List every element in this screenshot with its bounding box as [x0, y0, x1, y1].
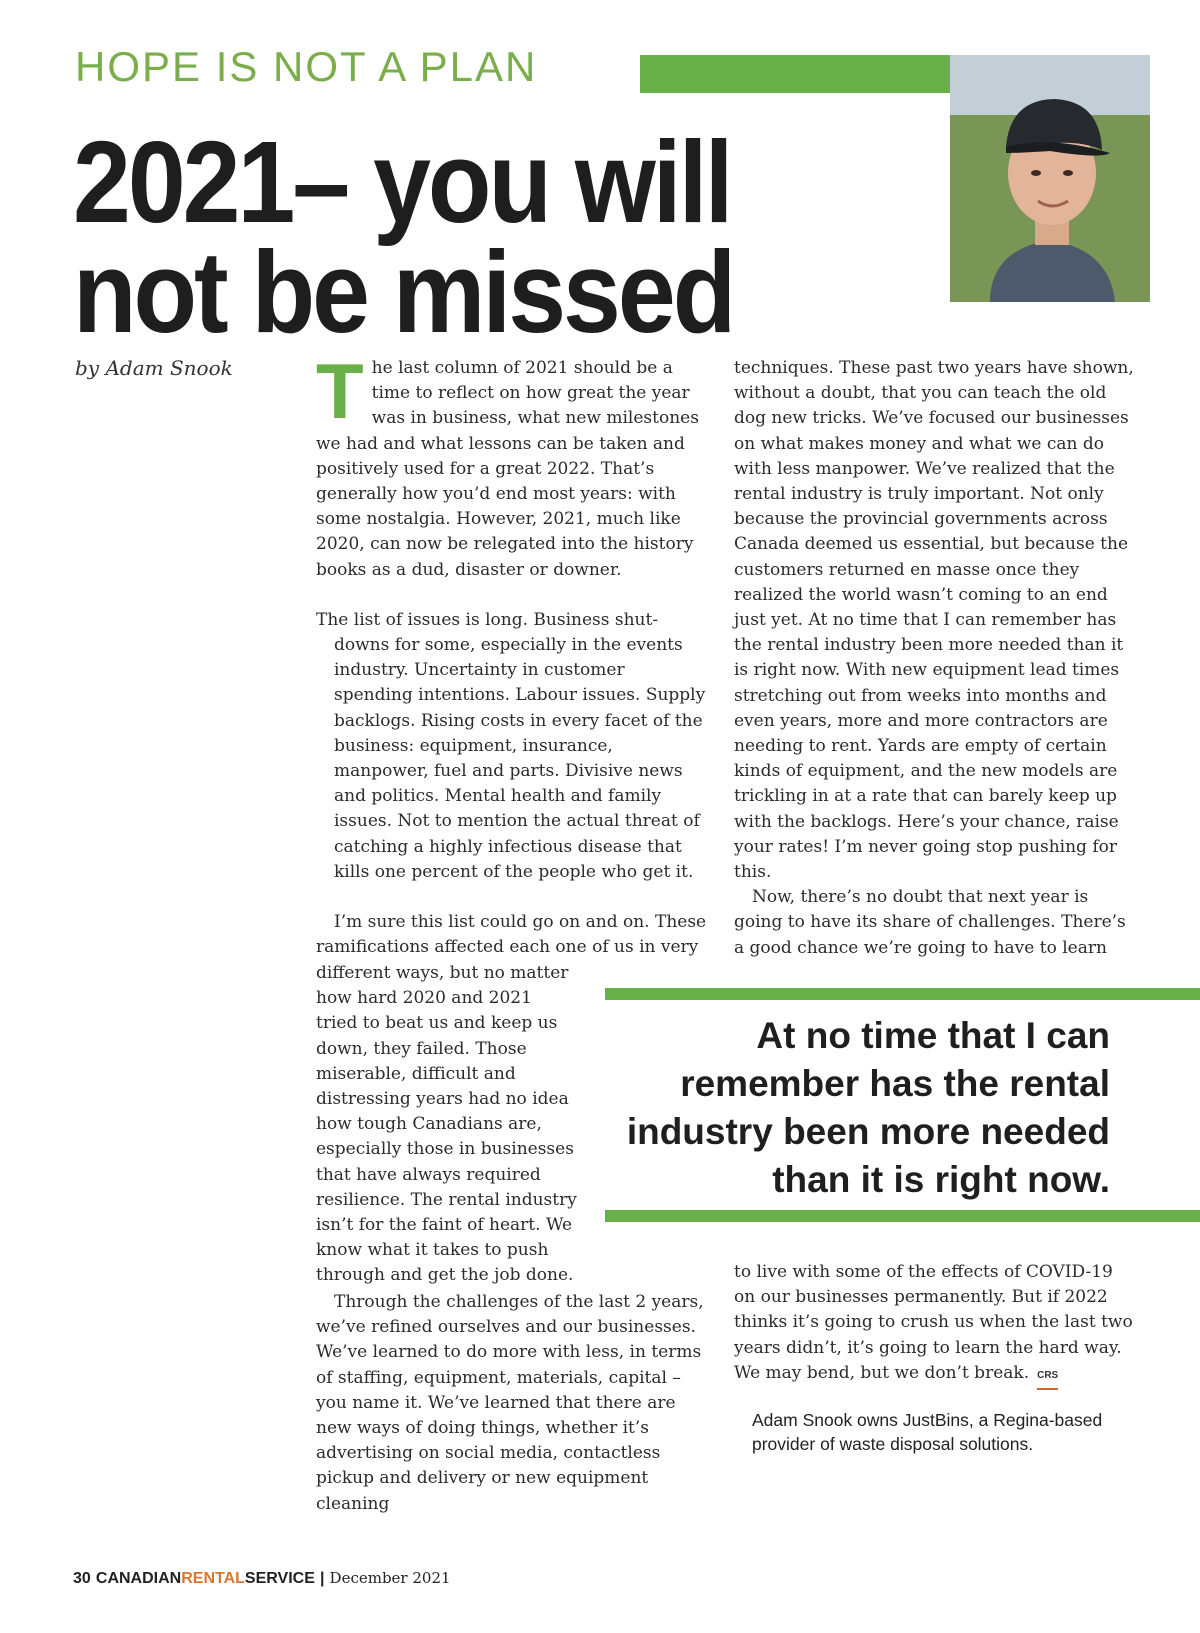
paragraph-next-year: Now, there’s no doubt that next year is going to have its share of challenges. There’s a good chance we’re going to have to learn [734, 887, 1126, 958]
page-footer [73, 1568, 451, 1588]
footer-separator: | [319, 1570, 325, 1587]
byline: by Adam Snook [75, 356, 233, 380]
author-bio: Adam Snook owns JustBins, a Regina-based provider of waste disposal solutions. [752, 1410, 1103, 1454]
publication-name-part-2: RENTAL [181, 1570, 245, 1587]
headline-line-1: 2021– you will [73, 117, 731, 248]
column-1 [316, 347, 708, 960]
section-kicker: HOPE IS NOT A PLAN [75, 43, 538, 90]
paragraph-resilience: different ways, but no matter how hard 2020 and 2021 tried to beat us and keep us down, they failed. Those miserable, difficult and distressing years had no idea how tough Canadians are, especially those in businesses that have always required resilience. The rental industry isn’t for the faint of heart. We know what it takes to push through and get the job done. [316, 963, 577, 1286]
author-portrait-graphic [950, 55, 1150, 302]
publication-name-part-1: CANADIAN [95, 1570, 182, 1587]
paragraph-challenges: Through the challenges of the last 2 years, we’ve refined ourselves and our businesses. We’ve learned to do more with less, in terms of staffing, equipment, materials, capital – you name it. We’ve learned that there are new ways of doing things, whether it’s advertising on social media, contactless pickup and delivery or new equipment cleaning [316, 1292, 704, 1514]
paragraph-intro: he last column of 2021 should be a time to reflect on how great the year was in business, what new milestones we had and what lessons can be taken and positively used for a great 2022. That’s generally how you’d end most years: with some nostalgia. However, 2021, much like 2020, can now be relegated into the history books as a dud, disaster or downer. [316, 358, 699, 580]
column-1-bottom [316, 1290, 708, 1517]
paragraph-techniques: techniques. These past two years have shown, without a doubt, that you can teach the old dog new tricks. We’ve focused our businesses on what makes money and what we can do with less manpower. We’ve realized that the rental industry is truly important. Not only because the provincial governments across Canada deemed us essential, but because the customers returned en masse once they realized the world wasn’t coming to an end just yet. At no time that I can remember has the rental industry been more needed than it is right now. With new equipment lead times stretching out from weeks into months and even years, more and more contractors are needing to rent. Yards are empty of certain kinds of equipment, and the new models are trickling in at a rate that can barely keep up with the backlogs. Here’s your chance, raise your rates! I’m never going stop pushing for this. [734, 358, 1134, 883]
issue-date: December 2021 [329, 1569, 451, 1587]
paragraph-list-intro: I’m sure this list could go on and on. These ramifications affected each one of us in very [316, 912, 707, 958]
paragraph-issues: The list of issues is long. Business shut-downs for some, especially in the events industry. Uncertainty in customer spending intentions. Labour issues. Supply backlogs. Rising costs in every facet of the business: equipment, insurance, manpower, fuel and parts. Divisive news and politics. Mental health and family issues. Not to mention the actual threat of catching a highly infectious disease that kills one percent of the people who get it. [316, 609, 706, 882]
headline-line-2: not be missed [73, 227, 734, 358]
paragraph-closing [734, 1260, 1134, 1390]
kicker-accent-bar [640, 55, 950, 93]
author-photo [950, 55, 1150, 302]
column-1-narrow [316, 961, 578, 1289]
column-2 [734, 356, 1134, 961]
publication-name-part-3: SERVICE [244, 1570, 315, 1587]
page-number: 30 [73, 1570, 91, 1587]
column-2-bottom [734, 1260, 1134, 1390]
closing-text: to live with some of the effects of COVID-19 on our businesses permanently. But if 2022 thinks it’s going to crush us when the last two years didn’t, it’s going to learn the hard way. We may bend, but we don’t break. [734, 1262, 1133, 1383]
headline [73, 117, 893, 358]
pullquote-top-rule [605, 988, 1200, 1000]
pullquote-bottom-rule [605, 1210, 1200, 1222]
drop-cap: T [316, 347, 364, 435]
pullquote: At no time that I can remember has the rental industry been more needed than it is right now. [626, 1015, 1110, 1200]
end-mark-icon: CRS [1037, 1363, 1058, 1390]
